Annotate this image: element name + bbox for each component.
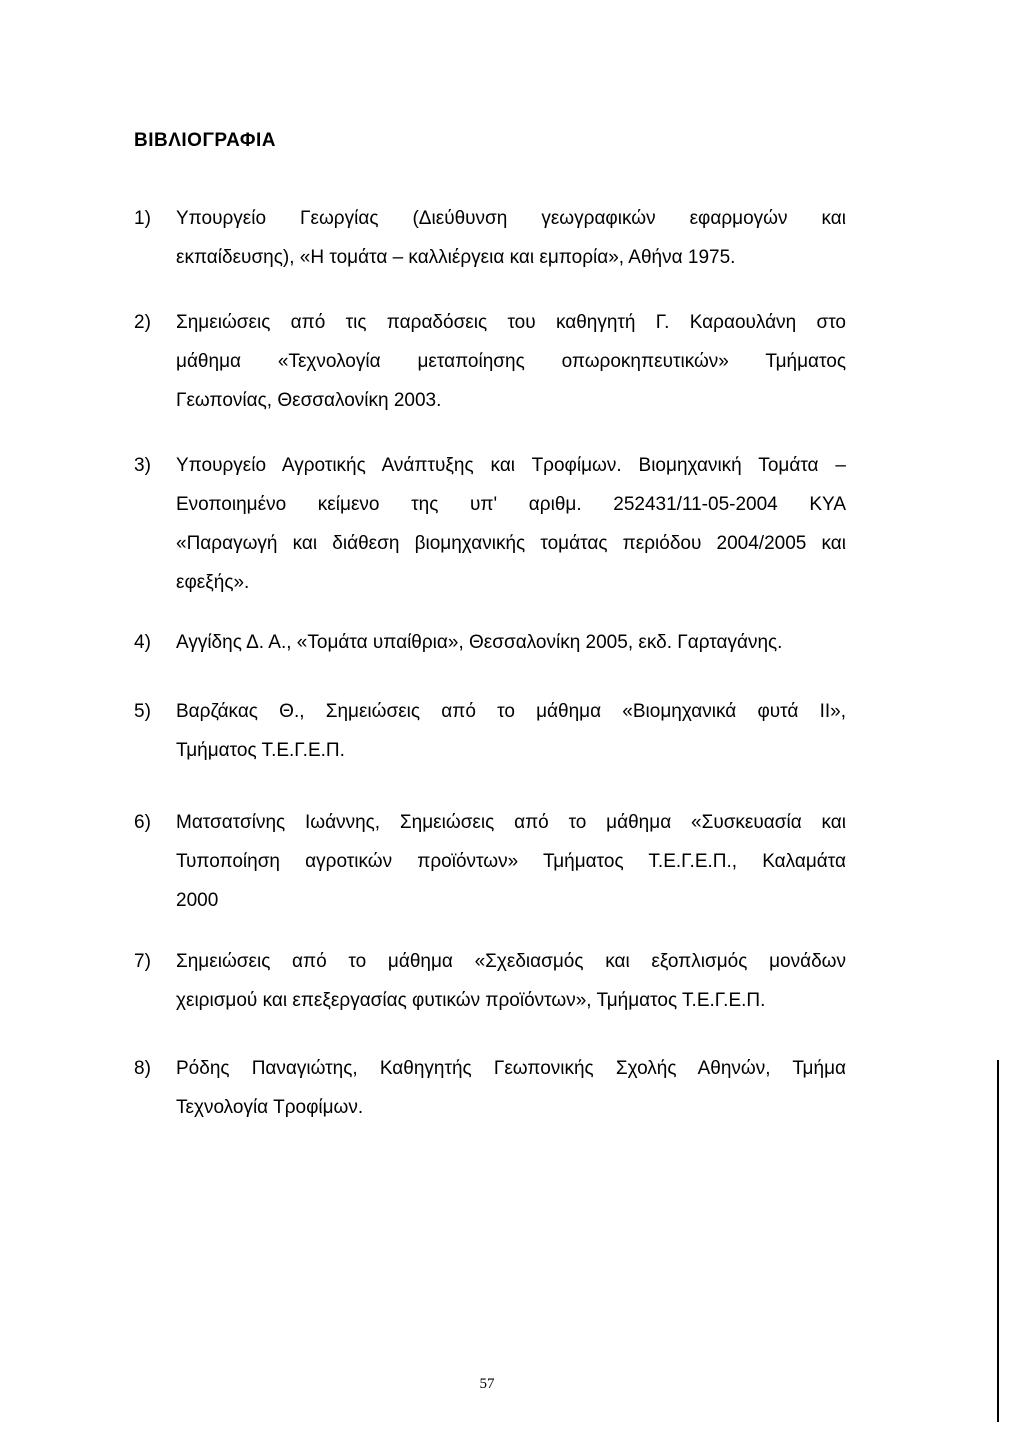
reference-8 [134,1049,846,1127]
reference-text-line: Ενοποιημένο κείμενο της υπ' αριθμ. 252431/11-05-2004 ΚΥΑ [176,494,846,515]
reference-6 [134,803,846,920]
reference-text-line: Αγγίδης Δ. Α., «Τομάτα υπαίθρια», Θεσσαλονίκη 2005, εκδ. Γαρταγάνης. [176,632,783,653]
reference-text-line: Γεωπονίας, Θεσσαλονίκη 2003. [176,390,442,411]
reference-3 [134,446,846,602]
reference-text-line: εκπαίδευσης), «Η τομάτα – καλλιέργεια και εμπορία», Αθήνα 1975. [176,247,736,268]
reference-number: 5) [134,701,151,722]
reference-text-line: Ρόδης Παναγιώτης, Καθηγητής Γεωπονικής Σχολής Αθηνών, Τμήμα [176,1058,846,1079]
reference-4 [134,623,846,662]
bibliography-heading: ΒΙΒΛΙΟΓΡΑΦΙΑ [134,130,276,151]
reference-text-line: Τυποποίηση αγροτικών προϊόντων» Τμήματος Τ.Ε.Γ.Ε.Π., Καλαμάτα [176,851,846,872]
scan-edge-line [997,1060,999,1422]
reference-text-line: Τμήματος Τ.Ε.Γ.Ε.Π. [176,740,345,761]
reference-1 [134,199,846,277]
reference-number: 6) [134,812,151,833]
reference-number: 4) [134,632,151,653]
reference-text-line: Σημειώσεις από το μάθημα «Σχεδιασμός και εξοπλισμός μονάδων [176,951,846,972]
reference-5 [134,692,846,770]
reference-number: 1) [134,208,151,229]
reference-text-line: Τεχνολογία Τροφίμων. [176,1097,364,1118]
reference-text-line: Υπουργείο Γεωργίας (Διεύθυνση γεωγραφικών εφαρμογών και [176,208,846,229]
reference-text-line: 2000 [176,890,219,911]
reference-text-line: μάθημα «Τεχνολογία μεταποίησης οπωροκηπευτικών» Τμήματος [176,351,846,372]
reference-number: 3) [134,455,151,476]
reference-text-line: Υπουργείο Αγροτικής Ανάπτυξης και Τροφίμων. Βιομηχανική Τομάτα – [176,455,846,476]
page-number: 57 [479,1376,495,1392]
reference-7 [134,942,846,1020]
reference-text-line: χειρισμού και επεξεργασίας φυτικών προϊόντων», Τμήματος Τ.Ε.Γ.Ε.Π. [176,990,766,1011]
reference-text-line: Ματσατσίνης Ιωάννης, Σημειώσεις από το μάθημα «Συσκευασία και [176,812,846,833]
reference-2 [134,303,846,420]
reference-text-line: εφεξής». [176,572,250,593]
reference-number: 8) [134,1058,151,1079]
reference-text-line: «Παραγωγή και διάθεση βιομηχανικής τομάτας περιόδου 2004/2005 και [176,533,846,554]
reference-number: 7) [134,951,151,972]
reference-number: 2) [134,312,151,333]
reference-text-line: Βαρζάκας Θ., Σημειώσεις από το μάθημα «Βιομηχανικά φυτά ΙΙ», [176,701,846,722]
reference-text-line: Σημειώσεις από τις παραδόσεις του καθηγητή Γ. Καραουλάνη στο [176,312,846,333]
